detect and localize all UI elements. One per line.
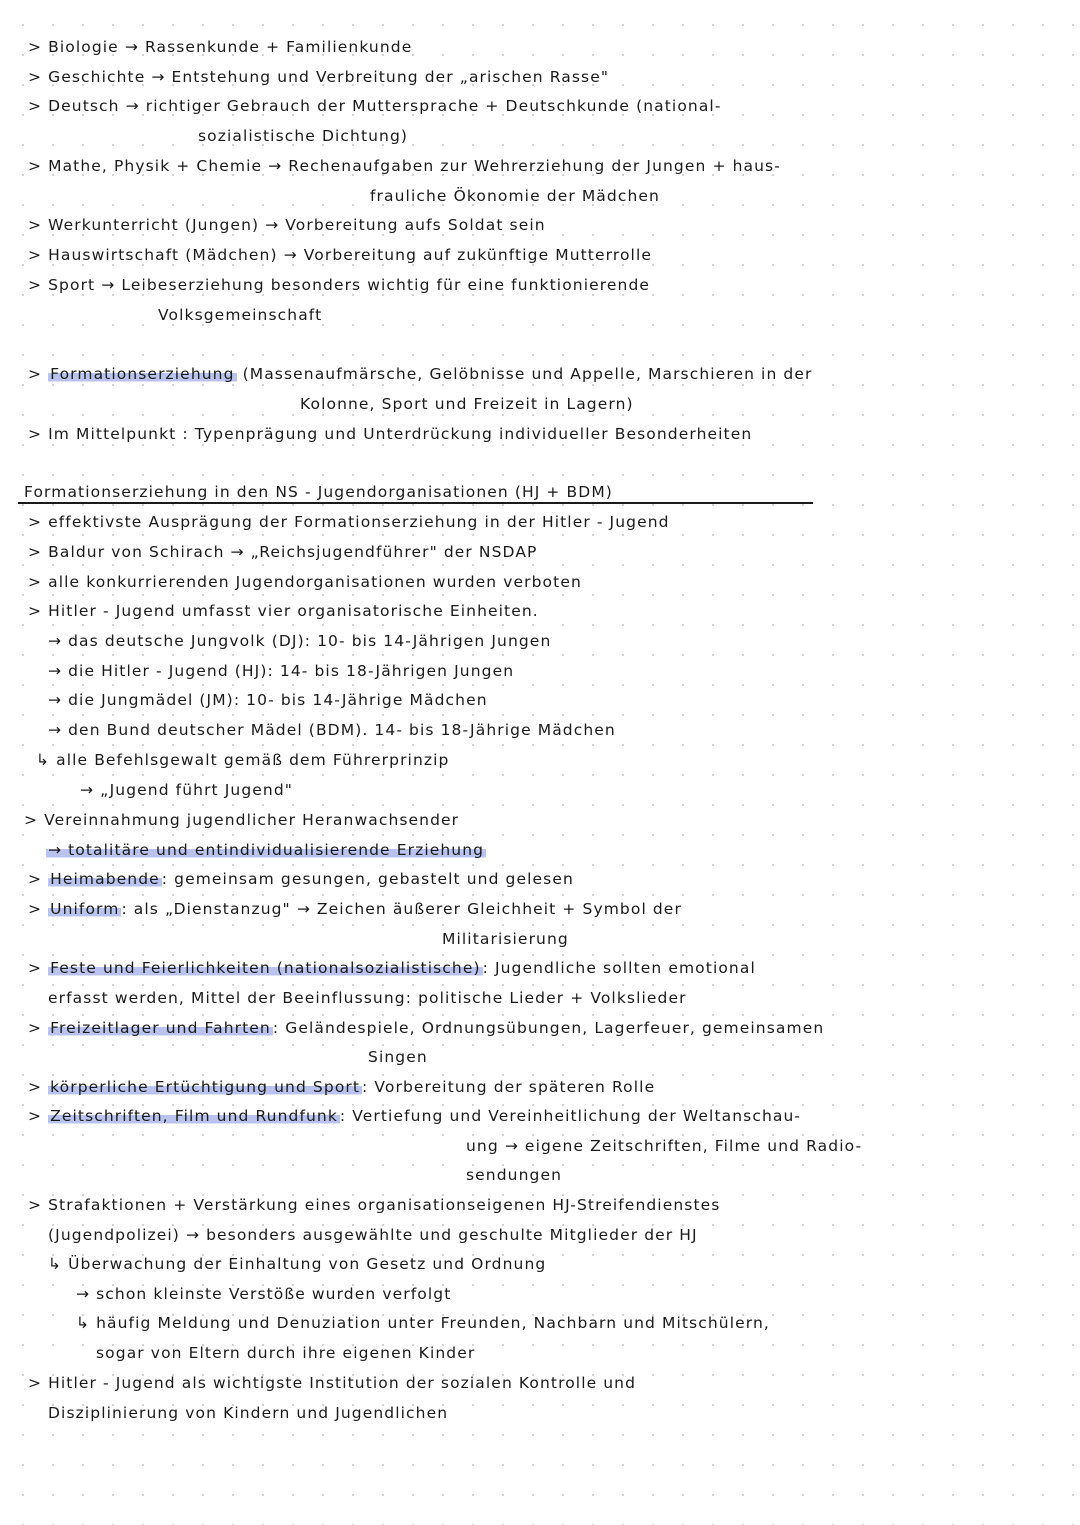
- note-line: > Baldur von Schirach → „Reichsjugendführer" der NSDAP: [28, 543, 538, 561]
- bullet-marker: >: [28, 365, 49, 383]
- line-text: : gemeinsam gesungen, gebastelt und gelesen: [161, 870, 574, 888]
- note-line: > Im Mittelpunkt : Typenprägung und Unterdrückung individueller Besonderheiten: [28, 425, 753, 443]
- note-line: → das deutsche Jungvolk (DJ): 10- bis 14-Jährigen Jungen: [48, 632, 552, 650]
- note-line: ↳ alle Befehlsgewalt gemäß dem Führerprinzip: [36, 751, 450, 769]
- bullet-marker: >: [28, 1019, 49, 1037]
- note-line: ung → eigene Zeitschriften, Filme und Radio-: [466, 1137, 863, 1155]
- note-line: > Hitler - Jugend umfasst vier organisatorische Einheiten.: [28, 602, 539, 620]
- note-line: Volksgemeinschaft: [158, 306, 323, 324]
- highlighted-term: körperliche Ertüchtigung und Sport: [50, 1078, 361, 1096]
- line-text: : Vertiefung und Vereinheitlichung der Weltanschau-: [339, 1107, 802, 1125]
- note-line: > Deutsch → richtiger Gebrauch der Muttersprache + Deutschkunde (national-: [28, 97, 722, 115]
- bullet-marker: >: [28, 1107, 49, 1125]
- note-line: [28, 869, 574, 889]
- note-line: [28, 1077, 655, 1097]
- note-line: [28, 958, 756, 978]
- highlighted-term: Feste und Feierlichkeiten (nationalsozialistische): [50, 959, 481, 977]
- note-line: > Mathe, Physik + Chemie → Rechenaufgaben zur Wehrerziehung der Jungen + haus-: [28, 157, 781, 175]
- highlighted-term: Zeitschriften, Film und Rundfunk: [50, 1107, 338, 1125]
- note-line: Disziplinierung von Kindern und Jugendlichen: [48, 1404, 449, 1422]
- note-line: → schon kleinste Verstöße wurden verfolgt: [76, 1285, 452, 1303]
- note-line: > Strafaktionen + Verstärkung eines organisationseigenen HJ-Streifendienstes: [28, 1196, 721, 1214]
- note-line: sozialistische Dichtung): [198, 127, 409, 145]
- note-line: erfasst werden, Mittel der Beeinflussung: politische Lieder + Volkslieder: [48, 989, 687, 1007]
- highlighted-term: Heimabende: [50, 870, 160, 888]
- note-line: [28, 1018, 824, 1038]
- note-line: → die Hitler - Jugend (HJ): 14- bis 18-Jährigen Jungen: [48, 662, 515, 680]
- note-line: > Hauswirtschaft (Mädchen) → Vorbereitung auf zukünftige Mutterrolle: [28, 246, 652, 264]
- bullet-marker: >: [28, 1078, 49, 1096]
- note-line: Formationserziehung in den NS - Jugendorganisationen (HJ + BDM): [24, 483, 613, 501]
- note-line: [46, 840, 486, 860]
- note-line: > Vereinnahmung jugendlicher Heranwachsender: [24, 811, 460, 829]
- heading-underline: [18, 502, 813, 504]
- note-line: → den Bund deutscher Mädel (BDM). 14- bis 18-Jährige Mädchen: [48, 721, 616, 739]
- note-line: sogar von Eltern durch ihre eigenen Kinder: [96, 1344, 476, 1362]
- note-line: → die Jungmädel (JM): 10- bis 14-Jährige Mädchen: [48, 691, 488, 709]
- note-line: > Sport → Leibeserziehung besonders wichtig für eine funktionierende: [28, 276, 651, 294]
- note-line: > Hitler - Jugend als wichtigste Institution der sozialen Kontrolle und: [28, 1374, 637, 1392]
- note-line: frauliche Ökonomie der Mädchen: [370, 187, 660, 205]
- line-text: : als „Dienstanzug" → Zeichen äußerer Gleichheit + Symbol der: [121, 900, 682, 918]
- bullet-marker: >: [28, 870, 49, 888]
- line-text: : Vorbereitung der späteren Rolle: [362, 1078, 656, 1096]
- note-line: Singen: [368, 1048, 428, 1066]
- note-line: > alle konkurrierenden Jugendorganisationen wurden verboten: [28, 573, 582, 591]
- note-line: > Biologie → Rassenkunde + Familienkunde: [28, 38, 413, 56]
- highlighted-term: Uniform: [50, 900, 120, 918]
- note-line: > effektivste Ausprägung der Formationserziehung in der Hitler - Jugend: [28, 513, 670, 531]
- highlighted-term: Formationserziehung: [50, 365, 235, 383]
- note-line: ↳ häufig Meldung und Denuziation unter Freunden, Nachbarn und Mitschülern,: [76, 1314, 770, 1332]
- note-line: (Jugendpolizei) → besonders ausgewählte und geschulte Mitglieder der HJ: [48, 1226, 698, 1244]
- note-line: ↳ Überwachung der Einhaltung von Gesetz und Ordnung: [48, 1255, 547, 1273]
- note-line: sendungen: [466, 1166, 563, 1184]
- note-line: Kolonne, Sport und Freizeit in Lagern): [300, 395, 634, 413]
- line-text: : Geländespiele, Ordnungsübungen, Lagerfeuer, gemeinsamen: [272, 1019, 825, 1037]
- note-line: > Werkunterricht (Jungen) → Vorbereitung aufs Soldat sein: [28, 216, 546, 234]
- note-line: [28, 1106, 801, 1126]
- note-line: → „Jugend führt Jugend": [80, 781, 294, 799]
- line-text: : Jugendliche sollten emotional: [482, 959, 756, 977]
- note-line: [28, 899, 682, 919]
- line-text: (Massenaufmärsche, Gelöbnisse und Appelle, Marschieren in der: [236, 365, 813, 383]
- note-line: > Geschichte → Entstehung und Verbreitung der „arischen Rasse": [28, 68, 610, 86]
- bullet-marker: >: [28, 959, 49, 977]
- highlighted-term: Freizeitlager und Fahrten: [50, 1019, 271, 1037]
- note-line: [28, 364, 812, 384]
- note-line: Militarisierung: [442, 930, 569, 948]
- bullet-marker: >: [28, 900, 49, 918]
- highlighted-term: → totalitäre und entindividualisierende Erziehung: [48, 841, 485, 859]
